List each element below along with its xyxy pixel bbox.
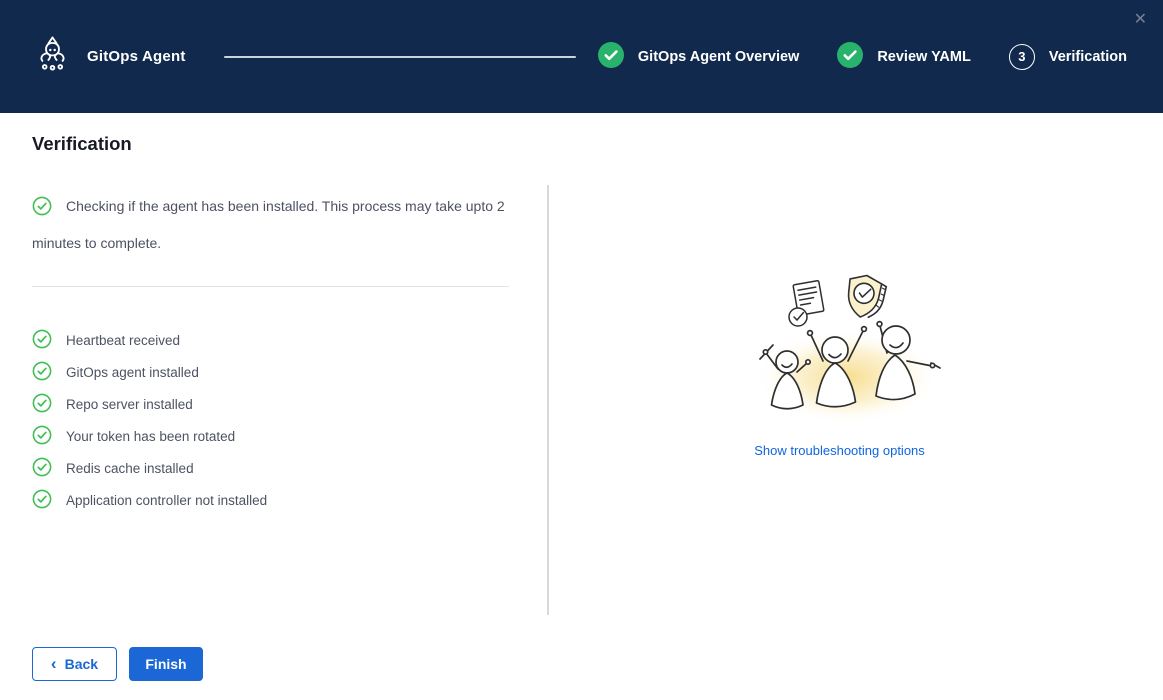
checklist-row — [32, 388, 509, 420]
step-label: Verification — [1048, 48, 1127, 65]
status-message-row — [32, 190, 509, 259]
step-number-badge: 3 — [1009, 44, 1035, 70]
status-message: Checking if the agent has been installed. This process may take upto 2 minutes to complete. — [32, 198, 505, 251]
close-icon[interactable]: ✕ — [1128, 6, 1153, 34]
wizard-stepper — [598, 42, 1127, 72]
argo-octopus-icon — [36, 34, 69, 79]
checklist-row — [32, 484, 509, 516]
check-circle-icon — [32, 489, 52, 512]
page-title: Verification — [32, 133, 132, 154]
check-circle-icon — [32, 361, 52, 384]
check-item-label: Repo server installed — [66, 396, 193, 412]
show-troubleshooting-link[interactable]: Show troubleshooting options — [754, 443, 925, 458]
step-verification[interactable] — [1009, 44, 1127, 70]
check-item-label: Application controller not installed — [66, 492, 268, 508]
check-circle-icon — [32, 393, 52, 416]
step-complete-check-icon — [598, 42, 624, 72]
verification-checklist — [32, 324, 509, 516]
finish-button[interactable] — [129, 647, 203, 681]
troubleshoot-panel — [548, 185, 1131, 458]
check-circle-icon — [32, 329, 52, 352]
step-label: Review YAML — [877, 48, 971, 65]
chevron-left-icon: ‹ — [50, 653, 57, 673]
back-button[interactable] — [32, 647, 117, 681]
check-item-label: GitOps agent installed — [66, 364, 199, 380]
check-item-label: Your token has been rotated — [66, 428, 236, 444]
check-item-label: Redis cache installed — [66, 460, 194, 476]
header-progress-line — [224, 56, 576, 58]
step-label: GitOps Agent Overview — [637, 48, 800, 65]
celebration-illustration — [735, 269, 945, 434]
check-item-label: Heartbeat received — [66, 332, 181, 348]
check-circle-icon — [32, 195, 52, 227]
section-divider — [32, 286, 509, 287]
verification-panel — [32, 190, 509, 516]
brand — [36, 34, 186, 79]
wizard-header — [0, 0, 1163, 113]
check-circle-icon — [32, 457, 52, 480]
checklist-row — [32, 356, 509, 388]
finish-button-label: Finish — [145, 656, 187, 672]
back-button-label: Back — [64, 656, 99, 672]
wizard-title: GitOps Agent — [87, 48, 186, 65]
checklist-row — [32, 420, 509, 452]
check-circle-icon — [32, 425, 52, 448]
step-gitops-agent-overview[interactable] — [598, 42, 799, 72]
checklist-row — [32, 452, 509, 484]
step-review-yaml[interactable] — [837, 42, 971, 72]
checklist-row — [32, 324, 509, 356]
step-complete-check-icon — [837, 42, 863, 72]
wizard-footer — [32, 647, 203, 681]
